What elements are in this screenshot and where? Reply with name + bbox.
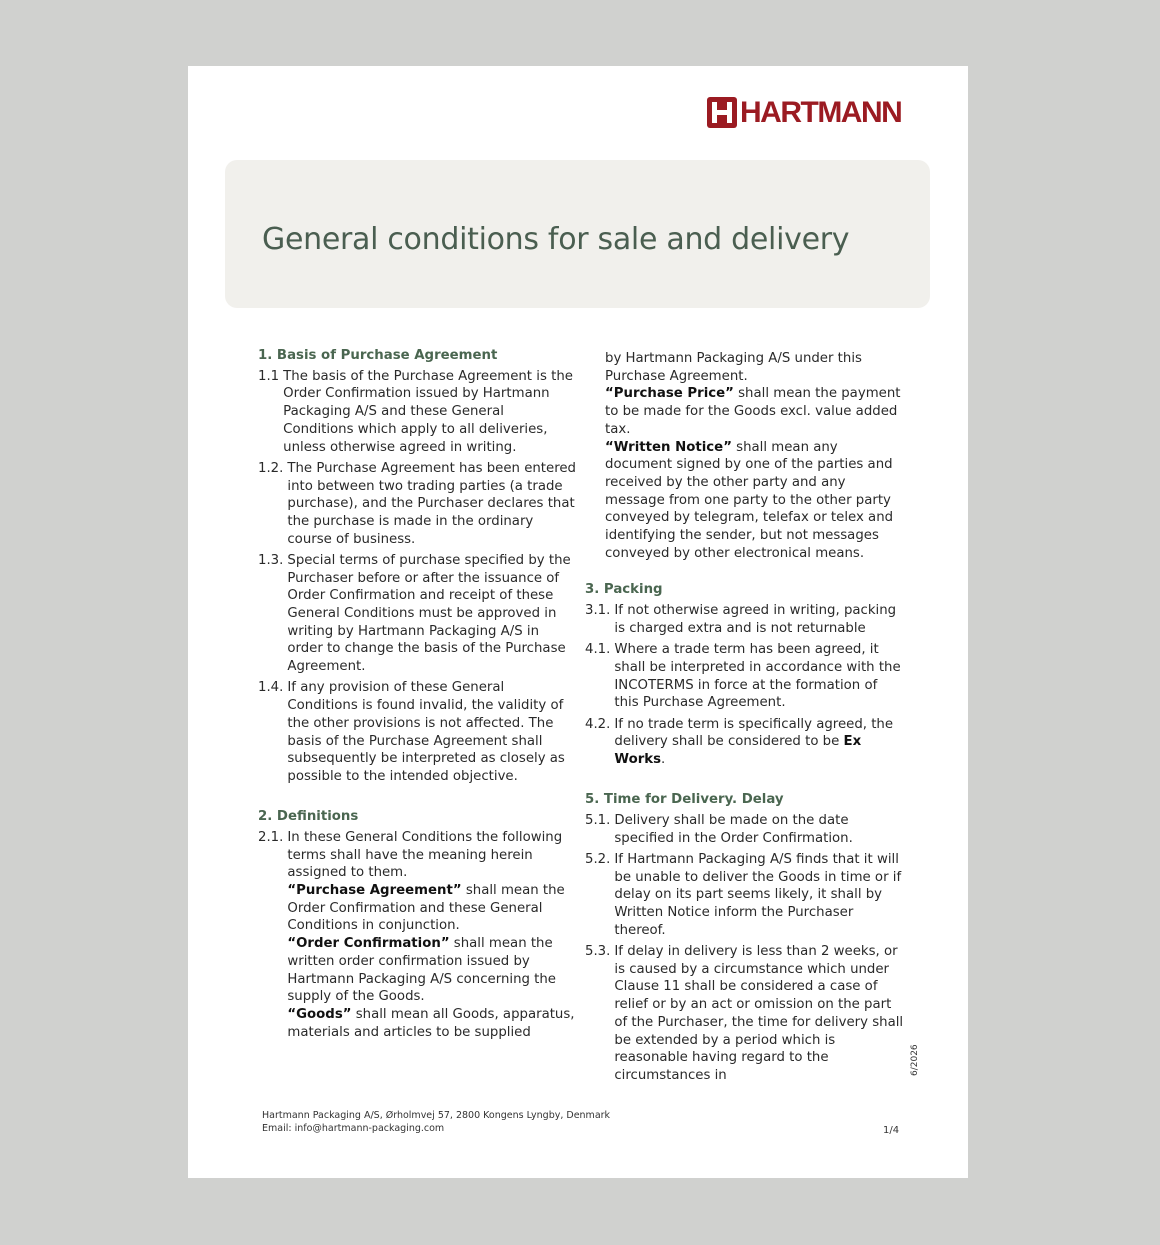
clause-4-1 bbox=[585, 641, 905, 712]
page-title: General conditions for sale and delivery bbox=[262, 222, 850, 257]
clause-5-1 bbox=[585, 812, 905, 847]
clause-text bbox=[287, 829, 578, 1041]
clause-text: If Hartmann Packaging A/S finds that it will be unable to deliver the Goods in time or if delay on its part seems likely, it shall by Written Notice inform the Purchaser thereof. bbox=[614, 851, 902, 938]
clause-number: 5.3. bbox=[585, 944, 611, 960]
clause-1-4 bbox=[258, 679, 578, 785]
definition-text: shall mean the written order confirmation issued by Hartmann Packaging A/S concerning the supply of the Goods. bbox=[287, 936, 556, 1005]
section-heading-3: 3. Packing bbox=[585, 582, 663, 598]
ex-works-term: Ex Works bbox=[614, 734, 862, 767]
definition-text: shall mean the Order Confirmation and these General Conditions in conjunction. bbox=[287, 883, 565, 934]
page-number: 1/4 bbox=[883, 1125, 900, 1136]
clause-1-3 bbox=[258, 552, 578, 676]
footer-email: Email: info@hartmann-packaging.com bbox=[262, 1123, 445, 1134]
clause-text: If delay in delivery is less than 2 weeks, or is caused by a circumstance which under Clause 11 shall be considered a case of relief or by an act or omission on the part of the Purchaser, the time for delivery shall be extended by a period which is reasonable having regard to the circumstances in bbox=[614, 944, 904, 1083]
clause-4-2 bbox=[585, 716, 905, 769]
clause-text: If any provision of these General Conditions is found invalid, the validity of the other provisions is not affected. The basis of the Purchase Agreement shall subsequently be interpreted as closely as possible to the intended objective. bbox=[287, 680, 565, 784]
clause-number: 3.1. bbox=[585, 603, 611, 619]
section-heading-5: 5. Time for Delivery. Delay bbox=[585, 792, 784, 808]
footer-address: Hartmann Packaging A/S, Ørholmvej 57, 2800 Kongens Lyngby, Denmark bbox=[262, 1110, 611, 1121]
clause-text: Special terms of purchase specified by the Purchaser before or after the issuance of Order Confirmation and receipt of these General Conditions must be approved in writing by Hartmann Packaging A/S in order to change the basis of the Purchase Agreement. bbox=[287, 552, 571, 675]
hartmann-logo bbox=[707, 96, 901, 129]
definition-text: shall mean any document signed by one of the parties and received by the other party and any message from one party to the other party conveyed by telegram, telefax or telex and identifying the sender, but not messages conveyed by other electronical means. bbox=[605, 439, 894, 561]
clause-3-1 bbox=[585, 602, 905, 637]
clause-text-end: . bbox=[661, 751, 666, 767]
definition-term: “Purchase Price” bbox=[605, 386, 734, 402]
clause-number: 1.2. bbox=[258, 460, 284, 476]
clause-text bbox=[614, 716, 905, 769]
title-banner bbox=[225, 160, 930, 308]
continued-text: by Hartmann Packaging A/S under this Purchase Agreement. bbox=[605, 351, 862, 384]
definition-text: shall mean all Goods, apparatus, materials and articles to be supplied bbox=[287, 1006, 575, 1040]
clause-5-3 bbox=[585, 943, 905, 1085]
clause-1-2 bbox=[258, 460, 578, 549]
definitions-intro: In these General Conditions the following terms shall have the meaning herein assigned to them. bbox=[287, 829, 563, 881]
clause-text: Where a trade term has been agreed, it shall be interpreted in accordance with the INCOTERMS in force at the formation of this Purchase Agreement. bbox=[614, 642, 901, 711]
clause-text: The Purchase Agreement has been entered into between two trading parties (a trade purchase), and the Purchaser declares that the purchase is made in the ordinary course of business. bbox=[287, 460, 576, 547]
revision-label: 6/2026 bbox=[910, 1044, 920, 1076]
clause-number: 1.4. bbox=[258, 680, 284, 696]
definition-term: “Purchase Agreement” bbox=[287, 883, 462, 899]
clause-number: 1.3. bbox=[258, 552, 284, 568]
clause-2-1 bbox=[258, 829, 578, 1041]
definition-text: shall mean the payment to be made for the Goods excl. value added tax. bbox=[605, 386, 901, 437]
clause-text-main: If no trade term is specifically agreed, the delivery shall be considered to be bbox=[614, 716, 894, 750]
section-heading-2: 2. Definitions bbox=[258, 809, 359, 825]
definition-term: “Goods” bbox=[287, 1006, 352, 1022]
clause-number: 2.1. bbox=[258, 829, 284, 845]
hartmann-logo-icon bbox=[707, 97, 737, 128]
clause-number: 5.2. bbox=[585, 851, 611, 867]
clause-5-2 bbox=[585, 851, 905, 940]
clause-number: 4.2. bbox=[585, 716, 611, 732]
page-footer bbox=[262, 1109, 610, 1135]
clause-text: The basis of the Purchase Agreement is the Order Confirmation issued by Hartmann Packaging A/S and these General Conditions which apply to all deliveries, unless otherwise agreed in writing. bbox=[283, 368, 573, 455]
left-column bbox=[258, 347, 578, 1045]
definitions-continued bbox=[585, 350, 905, 562]
clause-text: Delivery shall be made on the date specified in the Order Confirmation. bbox=[614, 812, 853, 846]
definition-term: “Order Confirmation” bbox=[287, 936, 450, 952]
clause-number: 4.1. bbox=[585, 642, 611, 658]
clause-number: 5.1. bbox=[585, 812, 611, 828]
clause-1-1 bbox=[258, 368, 578, 457]
clause-text: If not otherwise agreed in writing, packing is charged extra and is not returnable bbox=[614, 603, 897, 636]
clause-number: 1.1 bbox=[258, 368, 280, 384]
logo-wordmark: HARTMANN bbox=[740, 96, 902, 129]
definition-term: “Written Notice” bbox=[605, 439, 732, 455]
document-page bbox=[188, 66, 968, 1178]
section-heading-1: 1. Basis of Purchase Agreement bbox=[258, 348, 498, 363]
right-column bbox=[585, 350, 905, 1088]
